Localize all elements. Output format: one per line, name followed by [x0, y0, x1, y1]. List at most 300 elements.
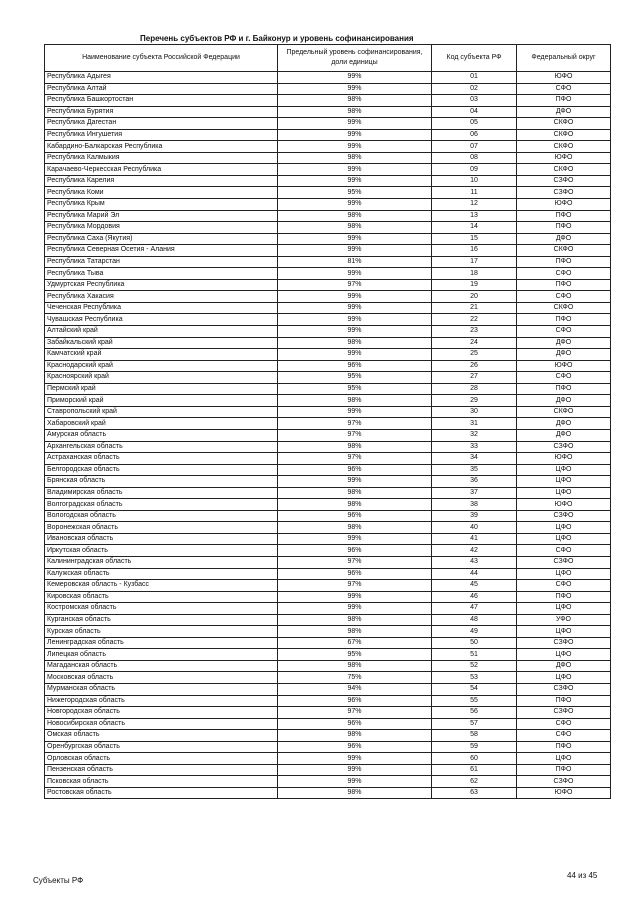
cell-subject-code: 50	[432, 637, 517, 649]
cell-subject-code: 14	[432, 222, 517, 234]
cell-cofinancing-level: 98%	[278, 152, 432, 164]
cell-federal-district: ДФО	[517, 660, 611, 672]
cell-subject-name: Республика Калмыкия	[45, 152, 278, 164]
cell-cofinancing-level: 98%	[278, 499, 432, 511]
cell-federal-district: ЦФО	[517, 568, 611, 580]
table-row	[45, 649, 611, 661]
table-row	[45, 372, 611, 384]
cell-subject-name: Липецкая область	[45, 649, 278, 661]
cell-subject-name: Курганская область	[45, 614, 278, 626]
cell-subject-name: Республика Татарстан	[45, 256, 278, 268]
table-row	[45, 418, 611, 430]
cell-federal-district: СЗФО	[517, 637, 611, 649]
table-row	[45, 279, 611, 291]
cell-subject-name: Кабардино-Балкарская Республика	[45, 141, 278, 153]
table-row	[45, 683, 611, 695]
cell-subject-name: Краснодарский край	[45, 360, 278, 372]
cell-cofinancing-level: 99%	[278, 164, 432, 176]
table-row	[45, 337, 611, 349]
cell-cofinancing-level: 99%	[278, 83, 432, 95]
column-header-code: Код субъекта РФ	[432, 45, 517, 72]
cell-subject-code: 18	[432, 268, 517, 280]
table-row	[45, 753, 611, 765]
cell-subject-name: Пермский край	[45, 383, 278, 395]
cell-subject-code: 41	[432, 533, 517, 545]
cell-subject-code: 48	[432, 614, 517, 626]
cell-federal-district: ПФО	[517, 256, 611, 268]
cell-cofinancing-level: 98%	[278, 626, 432, 638]
cell-cofinancing-level: 99%	[278, 268, 432, 280]
cell-federal-district: ЦФО	[517, 476, 611, 488]
cell-cofinancing-level: 99%	[278, 175, 432, 187]
table-row	[45, 487, 611, 499]
cell-subject-name: Карачаево-Черкесская Республика	[45, 164, 278, 176]
cell-cofinancing-level: 98%	[278, 441, 432, 453]
cell-cofinancing-level: 98%	[278, 106, 432, 118]
cell-subject-code: 54	[432, 683, 517, 695]
cell-federal-district: ЮФО	[517, 453, 611, 465]
cell-subject-code: 30	[432, 406, 517, 418]
cell-subject-code: 22	[432, 314, 517, 326]
table-header-row	[45, 45, 611, 72]
cell-subject-name: Республика Карелия	[45, 175, 278, 187]
cell-subject-code: 46	[432, 591, 517, 603]
cell-federal-district: ПФО	[517, 222, 611, 234]
cell-subject-name: Приморский край	[45, 395, 278, 407]
cell-federal-district: ПФО	[517, 210, 611, 222]
column-header-name: Наименование субъекта Российской Федерации	[45, 45, 278, 72]
cell-subject-code: 27	[432, 372, 517, 384]
cell-cofinancing-level: 99%	[278, 141, 432, 153]
cell-subject-name: Пензенская область	[45, 764, 278, 776]
cell-cofinancing-level: 99%	[278, 406, 432, 418]
cell-cofinancing-level: 96%	[278, 464, 432, 476]
cell-subject-code: 35	[432, 464, 517, 476]
cell-subject-name: Нижегородская область	[45, 695, 278, 707]
table-row	[45, 441, 611, 453]
cell-subject-name: Калужская область	[45, 568, 278, 580]
cell-subject-code: 07	[432, 141, 517, 153]
cell-cofinancing-level: 99%	[278, 291, 432, 303]
cell-subject-name: Костромская область	[45, 603, 278, 615]
cell-federal-district: ЦФО	[517, 753, 611, 765]
cell-cofinancing-level: 98%	[278, 337, 432, 349]
table-row	[45, 695, 611, 707]
cell-federal-district: СФО	[517, 326, 611, 338]
table-row	[45, 72, 611, 84]
table-row	[45, 730, 611, 742]
cell-federal-district: УФО	[517, 614, 611, 626]
cell-subject-code: 42	[432, 545, 517, 557]
table-row	[45, 776, 611, 788]
cell-subject-code: 40	[432, 522, 517, 534]
cell-federal-district: ЦФО	[517, 672, 611, 684]
cell-subject-name: Псковская область	[45, 776, 278, 788]
cell-cofinancing-level: 99%	[278, 533, 432, 545]
cell-federal-district: ЦФО	[517, 464, 611, 476]
cell-subject-name: Республика Башкортостан	[45, 95, 278, 107]
cell-cofinancing-level: 98%	[278, 222, 432, 234]
cell-subject-name: Омская область	[45, 730, 278, 742]
column-header-level: Предельный уровень софинансирования, доли единицы	[278, 45, 432, 72]
table-row	[45, 637, 611, 649]
cell-subject-code: 52	[432, 660, 517, 672]
cell-subject-code: 56	[432, 707, 517, 719]
cell-subject-name: Новосибирская область	[45, 718, 278, 730]
cell-subject-code: 21	[432, 302, 517, 314]
cell-subject-code: 10	[432, 175, 517, 187]
cell-subject-code: 05	[432, 118, 517, 130]
cell-cofinancing-level: 95%	[278, 372, 432, 384]
cell-subject-code: 09	[432, 164, 517, 176]
cell-cofinancing-level: 99%	[278, 245, 432, 257]
table-row	[45, 233, 611, 245]
cell-federal-district: ПФО	[517, 314, 611, 326]
cell-subject-code: 38	[432, 499, 517, 511]
cell-subject-code: 02	[432, 83, 517, 95]
table-row	[45, 522, 611, 534]
cell-subject-name: Удмуртская Республика	[45, 279, 278, 291]
cell-subject-code: 17	[432, 256, 517, 268]
table-row	[45, 453, 611, 465]
table-row	[45, 764, 611, 776]
cell-subject-code: 63	[432, 787, 517, 799]
cell-subject-name: Хабаровский край	[45, 418, 278, 430]
cell-federal-district: ЦФО	[517, 603, 611, 615]
cell-cofinancing-level: 95%	[278, 187, 432, 199]
cell-subject-name: Республика Адыгея	[45, 72, 278, 84]
cell-subject-code: 06	[432, 129, 517, 141]
cell-cofinancing-level: 99%	[278, 776, 432, 788]
cell-cofinancing-level: 97%	[278, 418, 432, 430]
table-row	[45, 545, 611, 557]
table-row	[45, 383, 611, 395]
cell-federal-district: СЗФО	[517, 776, 611, 788]
cell-subject-code: 33	[432, 441, 517, 453]
cell-federal-district: ЮФО	[517, 199, 611, 211]
cell-subject-name: Новгородская область	[45, 707, 278, 719]
cell-federal-district: СКФО	[517, 406, 611, 418]
cell-cofinancing-level: 97%	[278, 453, 432, 465]
table-row	[45, 591, 611, 603]
cell-subject-code: 12	[432, 199, 517, 211]
cell-subject-name: Калининградская область	[45, 556, 278, 568]
cell-cofinancing-level: 99%	[278, 302, 432, 314]
subjects-table	[44, 44, 611, 799]
cell-subject-name: Астраханская область	[45, 453, 278, 465]
cell-cofinancing-level: 98%	[278, 660, 432, 672]
cell-subject-code: 51	[432, 649, 517, 661]
table-row	[45, 395, 611, 407]
cell-subject-name: Чувашская Республика	[45, 314, 278, 326]
cell-federal-district: ПФО	[517, 591, 611, 603]
cell-cofinancing-level: 94%	[278, 683, 432, 695]
cell-federal-district: ЮФО	[517, 152, 611, 164]
cell-cofinancing-level: 99%	[278, 603, 432, 615]
table-row	[45, 291, 611, 303]
cell-cofinancing-level: 96%	[278, 360, 432, 372]
cell-cofinancing-level: 96%	[278, 718, 432, 730]
cell-subject-name: Алтайский край	[45, 326, 278, 338]
cell-subject-name: Амурская область	[45, 429, 278, 441]
cell-subject-name: Красноярский край	[45, 372, 278, 384]
table-row	[45, 533, 611, 545]
cell-cofinancing-level: 99%	[278, 476, 432, 488]
cell-cofinancing-level: 99%	[278, 118, 432, 130]
cell-subject-name: Орловская область	[45, 753, 278, 765]
table-row	[45, 141, 611, 153]
cell-subject-name: Республика Ингушетия	[45, 129, 278, 141]
cell-cofinancing-level: 96%	[278, 741, 432, 753]
cell-cofinancing-level: 99%	[278, 129, 432, 141]
table-row	[45, 152, 611, 164]
cell-federal-district: СКФО	[517, 164, 611, 176]
cell-subject-code: 31	[432, 418, 517, 430]
table-row	[45, 614, 611, 626]
cell-subject-name: Вологодская область	[45, 510, 278, 522]
cell-subject-code: 20	[432, 291, 517, 303]
cell-cofinancing-level: 99%	[278, 591, 432, 603]
cell-subject-code: 11	[432, 187, 517, 199]
cell-subject-name: Архангельская область	[45, 441, 278, 453]
cell-subject-code: 28	[432, 383, 517, 395]
cell-subject-name: Республика Хакасия	[45, 291, 278, 303]
cell-cofinancing-level: 95%	[278, 649, 432, 661]
cell-subject-name: Магаданская область	[45, 660, 278, 672]
cell-subject-name: Ивановская область	[45, 533, 278, 545]
cell-cofinancing-level: 99%	[278, 764, 432, 776]
cell-subject-name: Оренбургская область	[45, 741, 278, 753]
cell-federal-district: ПФО	[517, 383, 611, 395]
cell-federal-district: СЗФО	[517, 556, 611, 568]
cell-subject-code: 25	[432, 349, 517, 361]
cell-cofinancing-level: 98%	[278, 95, 432, 107]
cell-subject-code: 13	[432, 210, 517, 222]
cell-subject-code: 62	[432, 776, 517, 788]
table-row	[45, 95, 611, 107]
cell-subject-code: 23	[432, 326, 517, 338]
table-row	[45, 268, 611, 280]
cell-subject-name: Забайкальский край	[45, 337, 278, 349]
cell-cofinancing-level: 99%	[278, 753, 432, 765]
cell-federal-district: ЦФО	[517, 649, 611, 661]
cell-subject-name: Ленинградская область	[45, 637, 278, 649]
cell-subject-name: Ставропольский край	[45, 406, 278, 418]
cell-federal-district: ЮФО	[517, 787, 611, 799]
cell-subject-code: 58	[432, 730, 517, 742]
cell-cofinancing-level: 98%	[278, 522, 432, 534]
cell-subject-code: 44	[432, 568, 517, 580]
cell-subject-name: Мурманская область	[45, 683, 278, 695]
cell-cofinancing-level: 75%	[278, 672, 432, 684]
table-row	[45, 672, 611, 684]
cell-cofinancing-level: 99%	[278, 314, 432, 326]
cell-cofinancing-level: 97%	[278, 279, 432, 291]
cell-federal-district: ДФО	[517, 429, 611, 441]
cell-subject-name: Иркутская область	[45, 545, 278, 557]
cell-federal-district: СФО	[517, 718, 611, 730]
cell-cofinancing-level: 98%	[278, 787, 432, 799]
cell-subject-code: 15	[432, 233, 517, 245]
cell-federal-district: ДФО	[517, 106, 611, 118]
document-title: Перечень субъектов РФ и г. Байконур и уровень софинансирования	[140, 34, 414, 43]
cell-subject-code: 03	[432, 95, 517, 107]
table-row	[45, 314, 611, 326]
cell-subject-name: Республика Коми	[45, 187, 278, 199]
table-row	[45, 499, 611, 511]
cell-federal-district: СЗФО	[517, 441, 611, 453]
cell-subject-name: Кировская область	[45, 591, 278, 603]
cell-subject-name: Республика Мордовия	[45, 222, 278, 234]
cell-federal-district: ДФО	[517, 337, 611, 349]
cell-federal-district: СЗФО	[517, 510, 611, 522]
cell-federal-district: СФО	[517, 372, 611, 384]
cell-subject-code: 16	[432, 245, 517, 257]
cell-cofinancing-level: 99%	[278, 326, 432, 338]
table-row	[45, 741, 611, 753]
table-row	[45, 476, 611, 488]
cell-cofinancing-level: 81%	[278, 256, 432, 268]
table-row	[45, 349, 611, 361]
footer-document-name: Субъекты РФ	[33, 876, 84, 885]
table-row	[45, 603, 611, 615]
cell-federal-district: ПФО	[517, 279, 611, 291]
cell-subject-code: 08	[432, 152, 517, 164]
cell-cofinancing-level: 99%	[278, 199, 432, 211]
cell-federal-district: СЗФО	[517, 707, 611, 719]
table-row	[45, 164, 611, 176]
cell-cofinancing-level: 97%	[278, 707, 432, 719]
cell-federal-district: СФО	[517, 83, 611, 95]
cell-cofinancing-level: 97%	[278, 429, 432, 441]
table-row	[45, 556, 611, 568]
cell-subject-name: Кемеровская область - Кузбасс	[45, 580, 278, 592]
cell-subject-code: 47	[432, 603, 517, 615]
table-row	[45, 660, 611, 672]
cell-cofinancing-level: 95%	[278, 383, 432, 395]
cell-subject-name: Чеченская Республика	[45, 302, 278, 314]
page-number: 44 из 45	[567, 871, 598, 880]
table-row	[45, 568, 611, 580]
cell-subject-name: Камчатский край	[45, 349, 278, 361]
cell-subject-code: 39	[432, 510, 517, 522]
cell-subject-name: Республика Марий Эл	[45, 210, 278, 222]
cell-federal-district: СКФО	[517, 118, 611, 130]
cell-subject-code: 24	[432, 337, 517, 349]
cell-subject-code: 04	[432, 106, 517, 118]
cell-federal-district: ЦФО	[517, 487, 611, 499]
cell-subject-code: 26	[432, 360, 517, 372]
cell-subject-code: 53	[432, 672, 517, 684]
cell-federal-district: ПФО	[517, 741, 611, 753]
table-row	[45, 626, 611, 638]
cell-cofinancing-level: 67%	[278, 637, 432, 649]
table-row	[45, 302, 611, 314]
table-row	[45, 360, 611, 372]
cell-subject-code: 59	[432, 741, 517, 753]
cell-subject-name: Воронежская область	[45, 522, 278, 534]
cell-subject-name: Республика Саха (Якутия)	[45, 233, 278, 245]
cell-cofinancing-level: 98%	[278, 395, 432, 407]
table-body	[45, 72, 611, 799]
cell-cofinancing-level: 96%	[278, 510, 432, 522]
table-row	[45, 510, 611, 522]
cell-subject-code: 34	[432, 453, 517, 465]
cell-subject-name: Республика Крым	[45, 199, 278, 211]
cell-federal-district: ЮФО	[517, 499, 611, 511]
cell-subject-code: 37	[432, 487, 517, 499]
cell-federal-district: ЮФО	[517, 72, 611, 84]
cell-subject-name: Республика Тыва	[45, 268, 278, 280]
cell-subject-code: 60	[432, 753, 517, 765]
cell-subject-code: 55	[432, 695, 517, 707]
cell-federal-district: ДФО	[517, 233, 611, 245]
cell-federal-district: СФО	[517, 730, 611, 742]
cell-subject-code: 01	[432, 72, 517, 84]
cell-cofinancing-level: 98%	[278, 614, 432, 626]
cell-cofinancing-level: 99%	[278, 349, 432, 361]
table-row	[45, 256, 611, 268]
cell-federal-district: СФО	[517, 580, 611, 592]
cell-subject-name: Московская область	[45, 672, 278, 684]
cell-federal-district: ЦФО	[517, 533, 611, 545]
cell-federal-district: СФО	[517, 291, 611, 303]
table-row	[45, 106, 611, 118]
table-row	[45, 175, 611, 187]
cell-subject-name: Республика Дагестан	[45, 118, 278, 130]
table-row	[45, 707, 611, 719]
cell-federal-district: ЮФО	[517, 360, 611, 372]
cell-subject-code: 29	[432, 395, 517, 407]
cell-subject-name: Брянская область	[45, 476, 278, 488]
cell-subject-code: 49	[432, 626, 517, 638]
cell-cofinancing-level: 97%	[278, 580, 432, 592]
cell-subject-name: Владимирская область	[45, 487, 278, 499]
cell-federal-district: СЗФО	[517, 187, 611, 199]
cell-federal-district: СКФО	[517, 245, 611, 257]
table-row	[45, 118, 611, 130]
cell-subject-code: 32	[432, 429, 517, 441]
table-row	[45, 406, 611, 418]
cell-subject-code: 36	[432, 476, 517, 488]
cell-subject-name: Республика Бурятия	[45, 106, 278, 118]
table-row	[45, 83, 611, 95]
cell-federal-district: ЦФО	[517, 522, 611, 534]
table-row	[45, 222, 611, 234]
table-row	[45, 187, 611, 199]
table-row	[45, 210, 611, 222]
cell-federal-district: ДФО	[517, 418, 611, 430]
cell-subject-name: Республика Алтай	[45, 83, 278, 95]
cell-cofinancing-level: 99%	[278, 72, 432, 84]
cell-federal-district: ЦФО	[517, 626, 611, 638]
cell-federal-district: СКФО	[517, 302, 611, 314]
cell-subject-code: 57	[432, 718, 517, 730]
cell-cofinancing-level: 98%	[278, 487, 432, 499]
cell-federal-district: СФО	[517, 545, 611, 557]
table-row	[45, 429, 611, 441]
table-row	[45, 787, 611, 799]
table-row	[45, 326, 611, 338]
cell-federal-district: ПФО	[517, 764, 611, 776]
cell-cofinancing-level: 96%	[278, 695, 432, 707]
cell-cofinancing-level: 97%	[278, 556, 432, 568]
cell-federal-district: СКФО	[517, 141, 611, 153]
table-row	[45, 464, 611, 476]
cell-cofinancing-level: 96%	[278, 545, 432, 557]
cell-subject-name: Курская область	[45, 626, 278, 638]
cell-federal-district: ПФО	[517, 695, 611, 707]
